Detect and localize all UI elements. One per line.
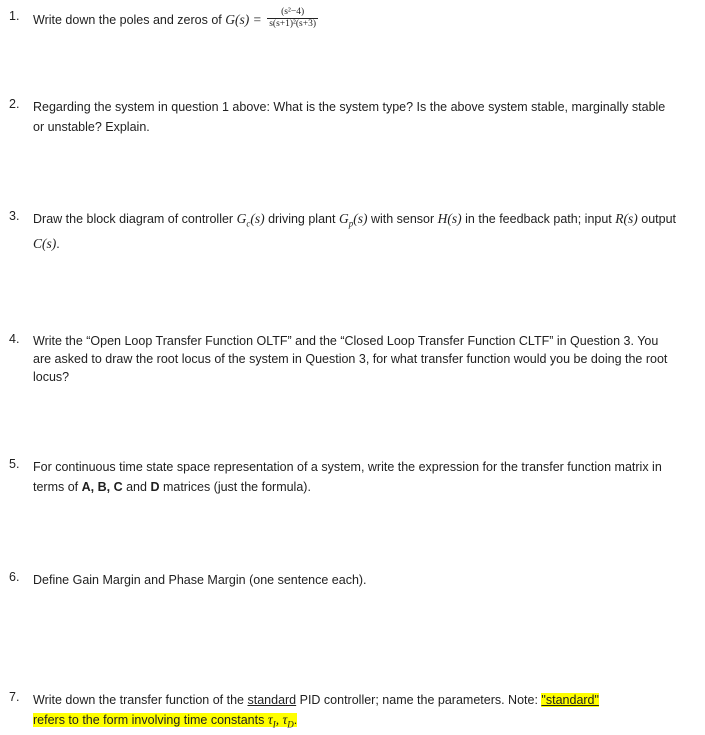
- question-1-text: Write down the poles and zeros of: [33, 12, 222, 27]
- text-segment: Write down the transfer function of the: [33, 693, 244, 707]
- question-text: Define Gain Margin and Phase Margin (one sentence each).: [33, 573, 367, 587]
- highlight-quote: "standard": [541, 693, 599, 707]
- question-text: [33, 690, 673, 735]
- question-number: 4.: [9, 332, 20, 346]
- text-segment: with sensor: [370, 212, 435, 226]
- question-number: 2.: [9, 97, 20, 111]
- text-segment: Draw the block diagram of controller: [33, 212, 234, 226]
- underlined-word: standard: [247, 693, 297, 707]
- question-text: [33, 209, 683, 254]
- question-text: Regarding the system in question 1 above: What is the system type? Is the above system stable, marginally stable or unstable? Explain.: [33, 100, 666, 134]
- plant-symbol: $G_p(s)$: [338, 211, 368, 229]
- text-segment: in the feedback path; input: [465, 212, 612, 226]
- controller-symbol: $G_c(s)$: [236, 211, 265, 229]
- question-number: 7.: [9, 690, 20, 704]
- text-segment: driving plant: [268, 212, 336, 226]
- matrix-d: D: [150, 480, 160, 494]
- question-number: 6.: [9, 570, 20, 584]
- question-number: 1.: [9, 9, 20, 23]
- question-number: 5.: [9, 457, 20, 471]
- matrices-abc: A, B, C: [81, 480, 123, 494]
- highlight-text: refers to the form involving time constants: [33, 713, 265, 727]
- text-segment: output: [641, 212, 677, 226]
- output-symbol: C(s): [33, 235, 57, 251]
- transfer-function-label: G(s) =: [225, 11, 262, 27]
- transfer-function-fraction: [267, 7, 318, 30]
- text-segment: and: [126, 480, 147, 494]
- text-segment: .: [56, 236, 60, 251]
- question-text: [33, 9, 680, 32]
- question-text: Write the “Open Loop Transfer Function OLTF” and the “Closed Loop Transfer Function CLTF” in Question 3. You are asked to draw the root locus of the system in Question 3, for what transfer function would you be doing the root locus?: [33, 334, 668, 384]
- sensor-symbol: H(s): [437, 211, 462, 226]
- text-segment: matrices (just the formula).: [162, 480, 311, 494]
- question-number: 3.: [9, 209, 20, 223]
- denominator: s(s+1)²(s+3): [269, 19, 317, 29]
- highlighted-note: "standard" refers to the form involving time constants $\tau_I$, $\tau_D$.: [33, 693, 599, 730]
- text-segment: For continuous time state space representation of a system, write the expression for the transfer function matrix in terms of: [33, 460, 662, 494]
- question-text: [33, 457, 673, 497]
- text-segment: PID controller; name the parameters. Note:: [299, 693, 538, 707]
- time-constants: $\tau_I$, $\tau_D$: [267, 712, 294, 730]
- numerator: (s²−4): [267, 7, 318, 19]
- input-symbol: R(s): [615, 211, 638, 226]
